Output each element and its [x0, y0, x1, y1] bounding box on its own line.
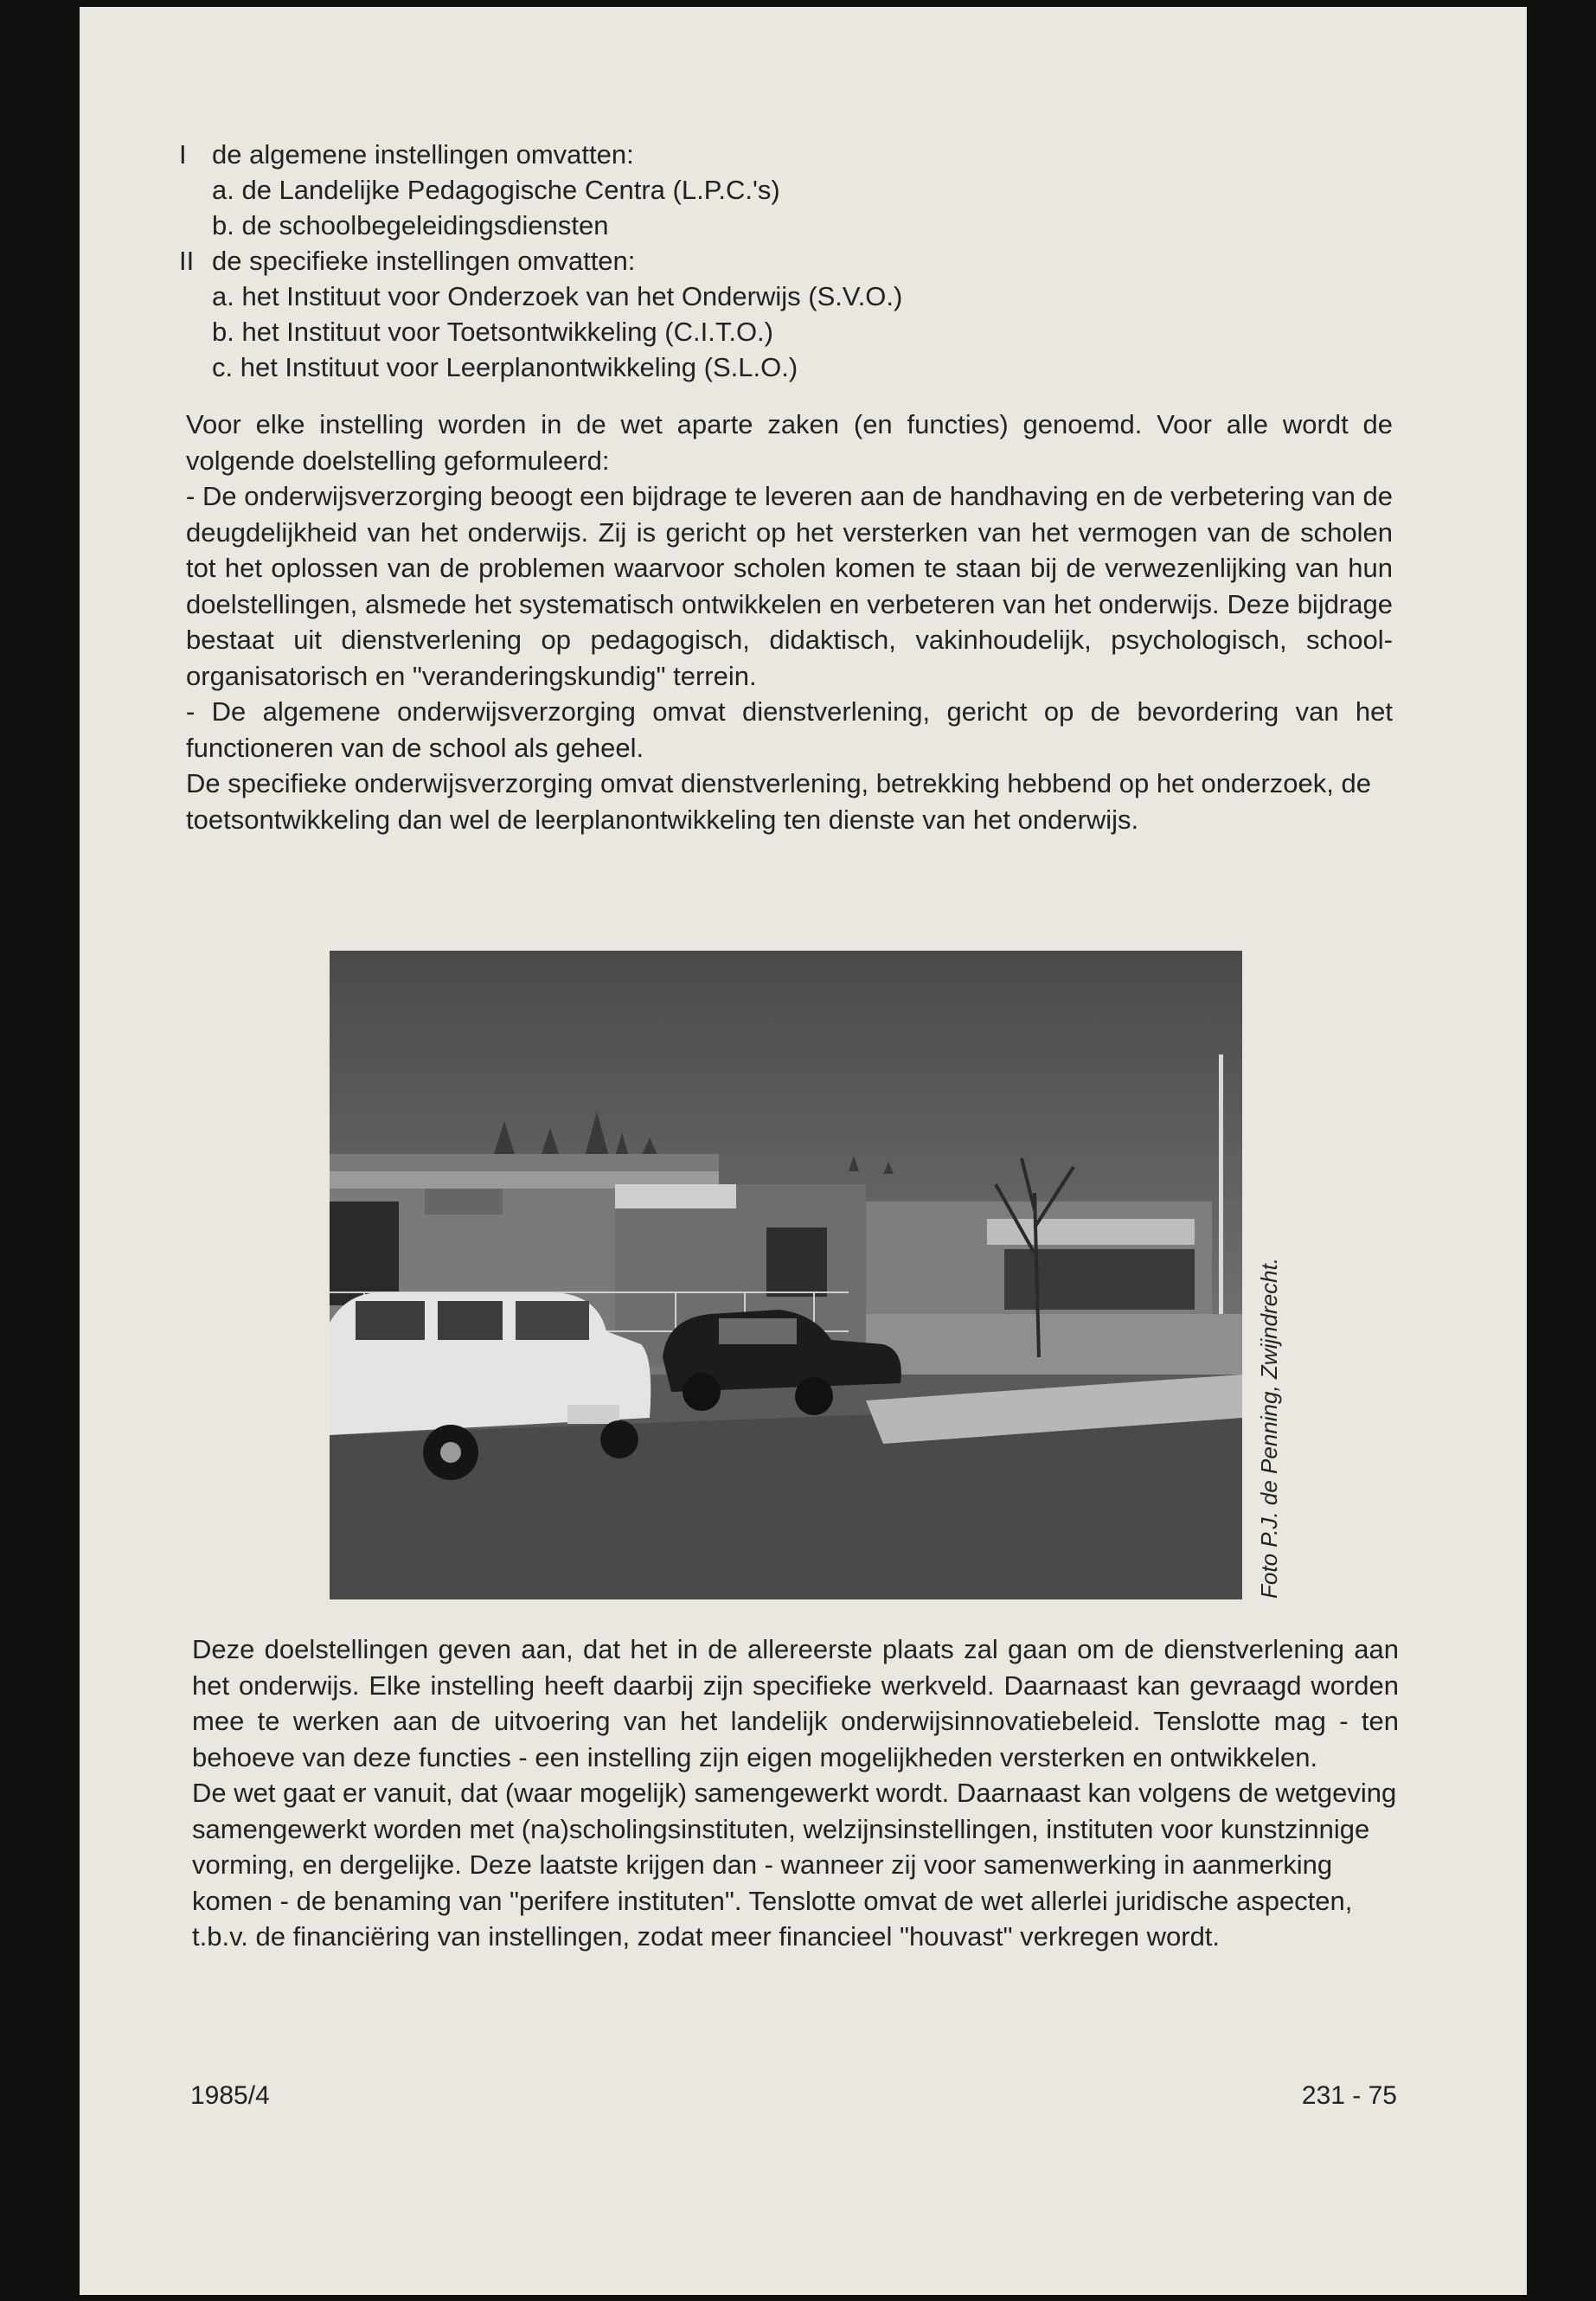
- issue-number: 1985/4: [190, 2081, 270, 2110]
- paragraph: Voor elke instelling worden in de wet aparte zaken (en functies) genoemd. Voor alle wordt de volgende doelstelling geformuleerd:: [186, 409, 1393, 476]
- list-number: I: [179, 139, 187, 170]
- list-label: de algemene instellingen omvatten:: [212, 139, 634, 170]
- list-number: II: [179, 246, 195, 276]
- school-building-photo: [330, 951, 1242, 1599]
- body-text-lower: [192, 1631, 1399, 1955]
- document-page: [80, 7, 1527, 2295]
- paragraph: - De onderwijsverzorging beoogt een bijdrage te leveren aan de handhaving en de verbetering van de deugdelijkheid van het onderwijs. Zij is gericht op het versterken van het vermogen van de scholen tot het oplossen van de problemen waarvoor scholen komen te staan bij de verwezenlijking van hun doelstellingen, alsmede het systematisch ontwikkelen en verbeteren van het onderwijs. Deze bijdrage bestaat uit dienstverlening op pedagogisch, didaktisch, vakinhoudelijk, psychologisch, school-organisatorisch en "veranderingskundig" terrein.: [186, 481, 1393, 691]
- list-subitem: c. het Instituut voor Leerplanontwikkeling (S.L.O.): [212, 352, 798, 382]
- photo-credit: Foto P.J. de Penning, Zwijndrecht.: [1256, 1257, 1282, 1599]
- list-item: [179, 243, 1304, 279]
- list-subitem: b. de schoolbegeleidingsdiensten: [212, 210, 609, 240]
- paragraph: Deze doelstellingen geven aan, dat het in de allereerste plaats zal gaan om de dienstverlening aan het onderwijs. Elke instelling heeft daarbij zijn specifieke werkveld. Daarnaast kan gevraagd worden mee te werken aan de uitvoering van het landelijk onderwijsinnovatiebeleid. Tenslotte mag - ten behoeve van deze functies - een instelling zijn eigen mogelijkheden versterken en ontwikkelen.: [192, 1634, 1399, 1772]
- paragraph: De wet gaat er vanuit, dat (waar mogelijk) samengewerkt wordt. Daarnaast kan volgens de wetgeving samengewerkt worden met (na)scholingsinstituten, welzijnsinstellingen, instituten voor kunstzinnige vorming, en dergelijke. Deze laatste krijgen dan - wanneer zij voor samenwerking in aanmerking komen - de benaming van "perifere instituten". Tenslotte omvat de wet allerlei juridische aspecten, t.b.v. de financiëring van instellingen, zodat meer financieel "houvast" verkregen wordt.: [192, 1778, 1397, 1952]
- body-text-upper: [186, 407, 1393, 837]
- list-subitem: b. het Instituut voor Toetsontwikkeling (C.I.T.O.): [212, 317, 773, 347]
- list-item: [179, 137, 1304, 172]
- list-label: de specifieke instellingen omvatten:: [212, 246, 636, 276]
- paragraph: - De algemene onderwijsverzorging omvat dienstverlening, gericht op de bevordering van het functioneren van de school als geheel.: [186, 696, 1393, 763]
- list-subitem: a. de Landelijke Pedagogische Centra (L.P.C.'s): [212, 175, 780, 205]
- institution-list: [179, 137, 1304, 385]
- paragraph: De specifieke onderwijsverzorging omvat dienstverlening, betrekking hebbend op het onderzoek, de toetsontwikkeling dan wel de leerplanontwikkeling ten dienste van het onderwijs.: [186, 768, 1371, 835]
- page-number: 231 - 75: [1301, 2081, 1397, 2110]
- list-subitem: a. het Instituut voor Onderzoek van het Onderwijs (S.V.O.): [212, 281, 903, 311]
